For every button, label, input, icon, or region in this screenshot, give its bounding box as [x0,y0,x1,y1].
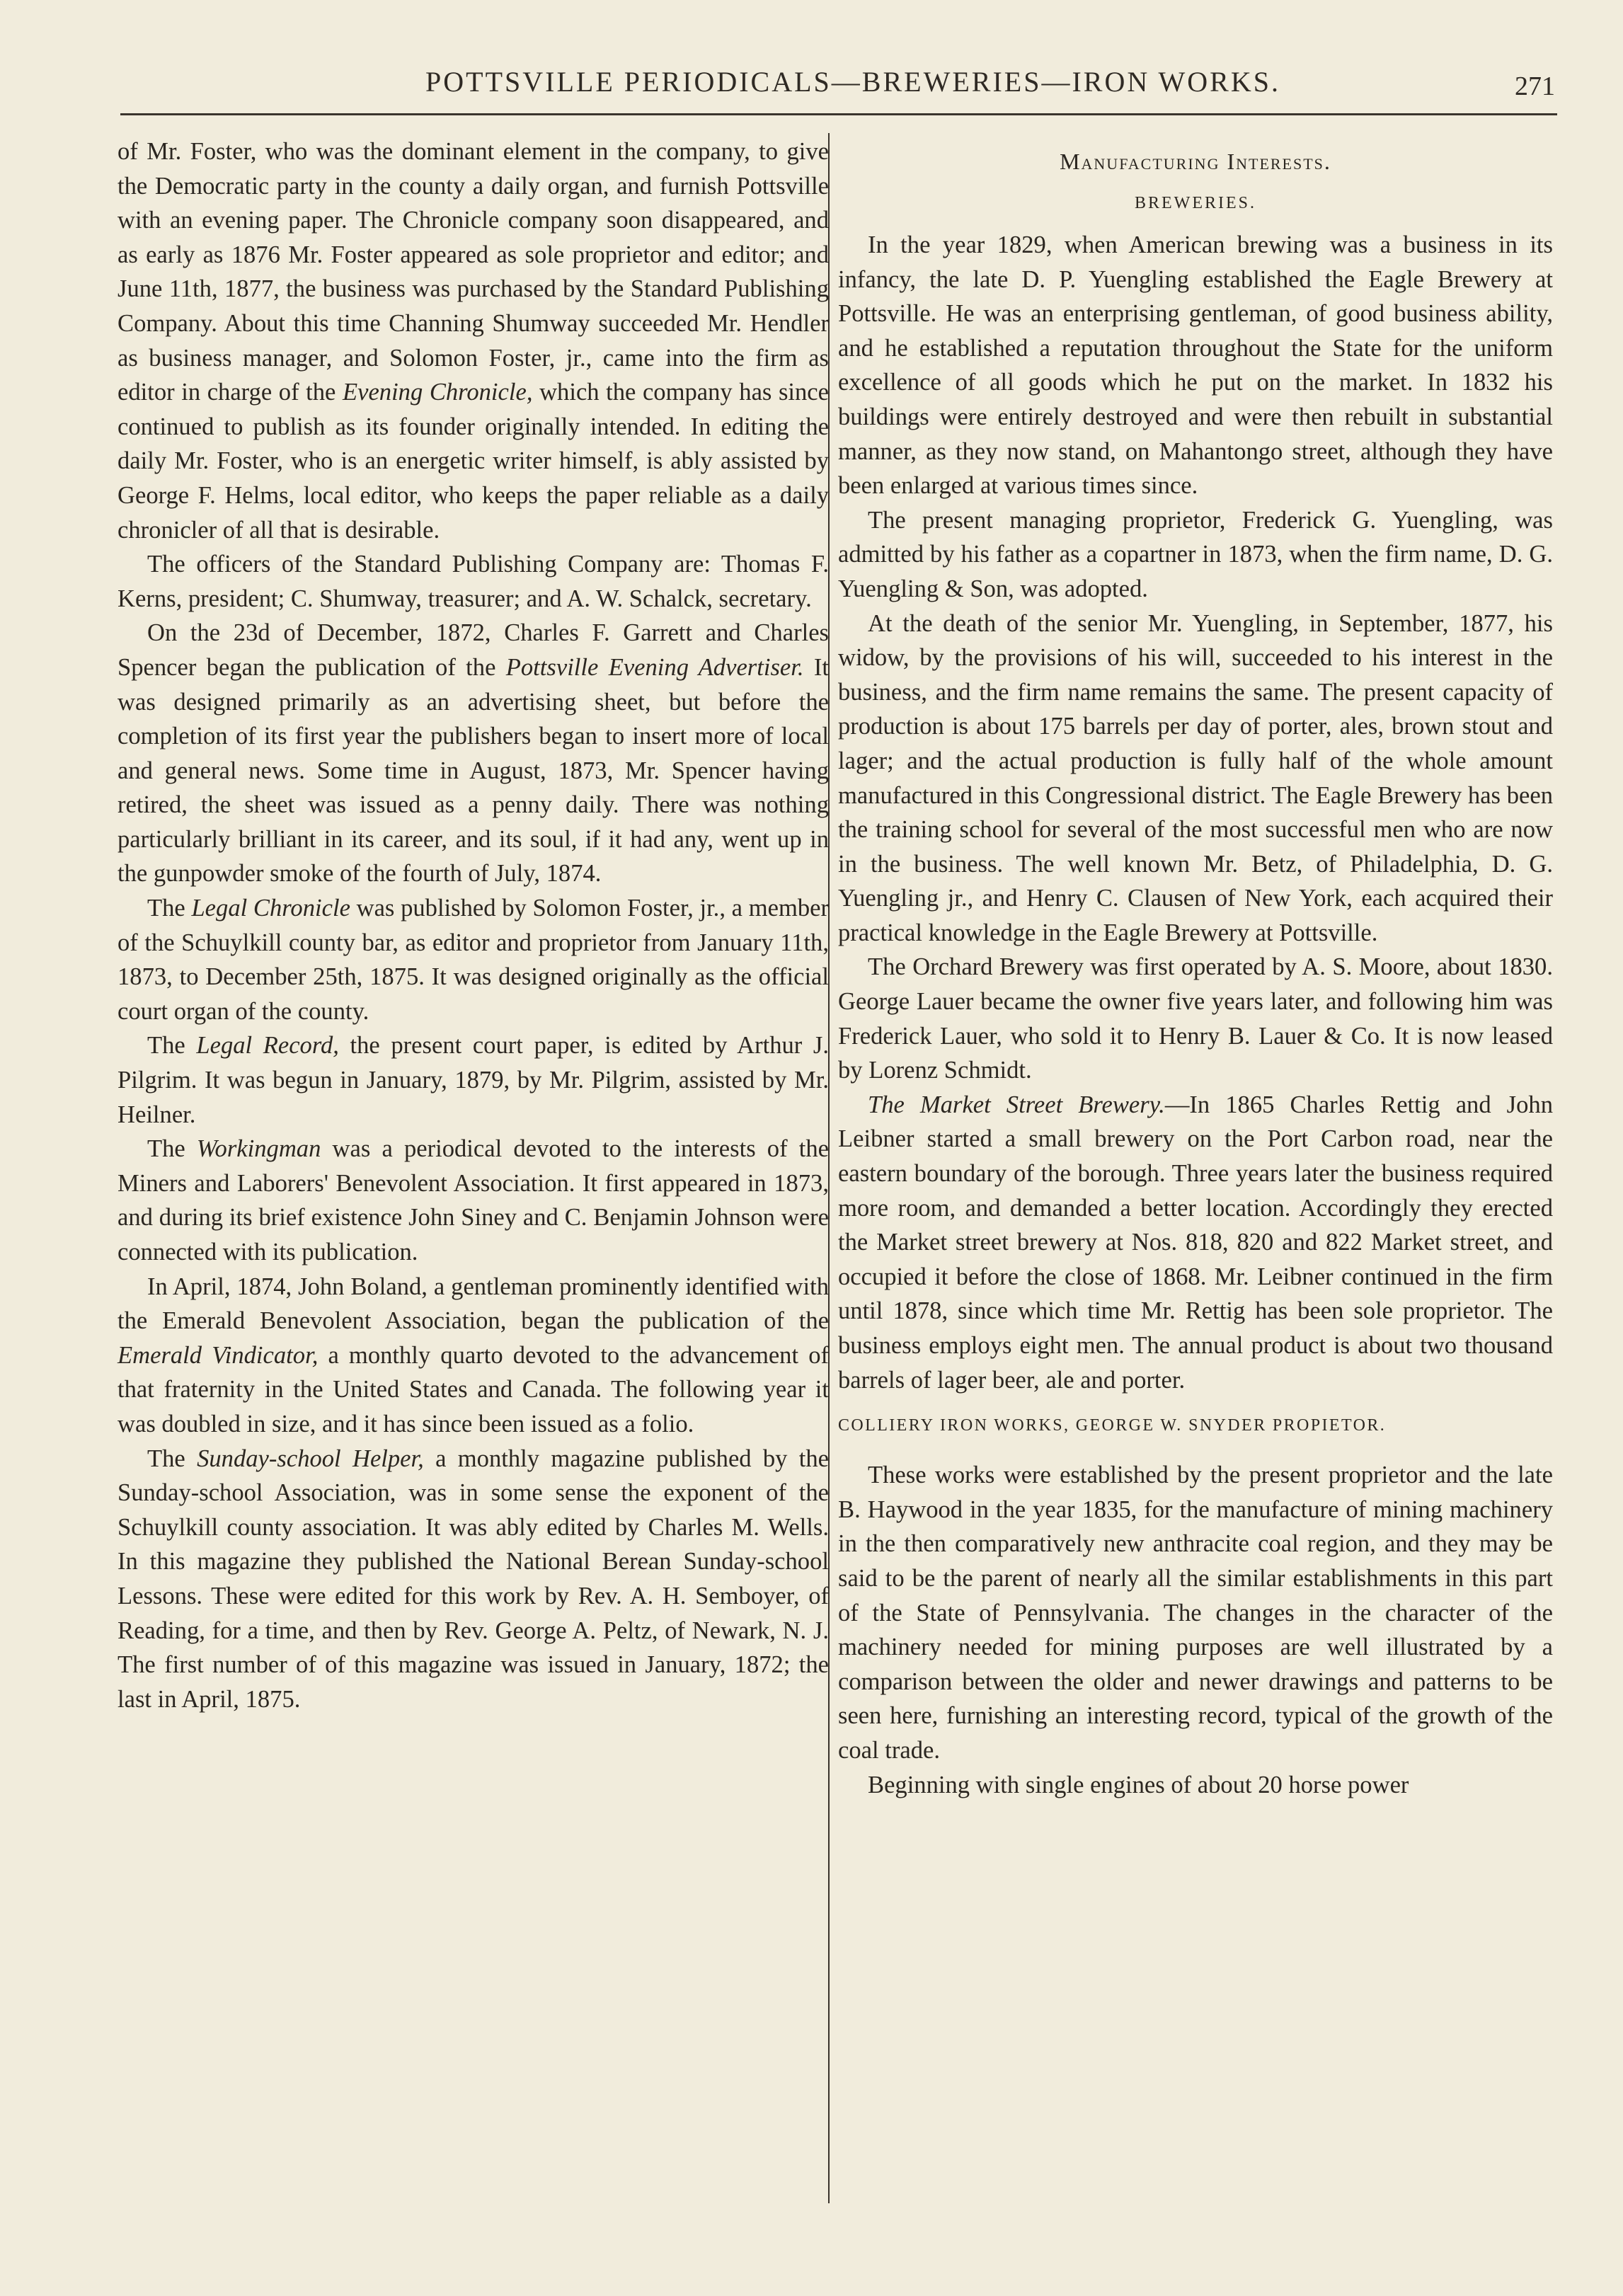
paragraph-text: was a periodical devoted to the interests of the Miners and Laborers' Benevolent Association. It first appeared in 1873, and during its brief existence John Siney and C. Benjamin Johnson were connected with its publication. [117,1135,830,1265]
page-number: 271 [1515,71,1555,101]
paragraph-legal-record [117,1028,829,1132]
right-column [838,134,1553,1802]
periodical-title: Evening Chronicle, [342,379,533,406]
paragraph-text: It was designed primarily as an advertising sheet, but before the completion of its first year the publishers began to insert more of local and general news. Some time in August, 1873, Mr. Spencer having retired, the sheet was issued as a penny daily. There was nothing particularly brilliant in its career, and its soul, if it had any, went up in the gunpowder smoke of the fourth of July, 1874. [117,653,829,888]
paragraph-capacity: At the death of the senior Mr. Yuengling, in September, 1877, his widow, by the provisions of his will, succeeded to his interest in the business, and the firm name remains the same. The present capacity of production is about 175 barrels per day of porter, ales, brown stout and lager; and the actual production is fully half of the whole amount manufactured in this Congressional district. The Eagle Brewery has been the training school for several of the most successful men who are now in the business. The well known Mr. Betz, of Philadelphia, D. G. Yuengling jr., and Henry C. Clausen of New York, each acquired their practical knowledge in the Eagle Brewery at Pottsville. [838,609,1553,946]
periodical-title: Emerald Vindicator, [117,1341,319,1369]
paragraph-workingman [117,1132,829,1269]
paragraph-iron-works: These works were established by the present proprietor and the late B. Haywood in the year 1835, for the manufacture of mining machinery in the then comparatively new anthracite coal region, and they may be said to be the parent of nearly all the similar establishments in this part of the State of Pennsylvania. The changes in the character of the machinery needed for mining purposes are well illustrated by a comparison between the older and newer drawings and patterns to be seen here, furnishing an interesting record, typical of the growth of the coal trade. [838,1462,1553,1764]
periodical-title: Sunday-school Helper, [197,1445,424,1472]
paragraph-vindicator [117,1270,829,1442]
paragraph-text: a monthly magazine published by the Sunday-school Association, was in some sense the exponent of the Schuylkill county association. It was ably edited by Charles M. Wells. In this magazine they published the National Berean Sunday-school Lessons. These were edited for this work by Rev. A. H. Semboyer, of Reading, for a time, and then by Rev. George A. Peltz, of Newark, N. J. The first number of of this magazine was issued in January, 1872; the last in April, 1875. [117,1445,830,1713]
paragraph-market-street-brewery [838,1088,1553,1397]
running-title: POTTSVILLE PERIODICALS—BREWERIES—IRON WORKS. [425,66,1280,98]
paragraph-eagle-brewery: In the year 1829, when American brewing was a business in its infancy, the late D. P. Yuengling established the Eagle Brewery at Pottsville. He was an enterprising gentleman, of good business ability, and he established a reputation throughout the State for the uniform excellence of all goods which he put on the market. In 1832 his buildings were entirely destroyed and were then rebuilt in substantial manner, as they now stand, on Mahantongo street, although they have been enlarged at various times since. [838,231,1553,500]
paragraph-proprietor: The present managing proprietor, Frederick G. Yuengling, was admitted by his father as a copartner in 1873, when the firm name, D. G. Yuengling & Son, was adopted. [838,506,1553,602]
paragraph-advertiser [117,616,829,891]
paragraph-text: The [147,895,192,922]
paragraph-sunday-school [117,1442,829,1717]
paragraph-officers: The officers of the Standard Publishing Company are: Thomas F. Kerns, president; C. Shumway, treasurer; and A. W. Schalck, secretary. [117,551,829,612]
brewery-title: The Market Street Brewery. [868,1091,1165,1118]
paragraph-text: —In 1865 Charles Rettig and John Leibner started a small brewery on the Port Carbon road, near the eastern boundary of the borough. Three years later the business required more room, and demanded a better location. Accordingly they erected the Market street brewery at Nos. 818, 820 and 822 Market street, and occupied it before the close of 1868. Mr. Leibner continued in the firm until 1878, since which time Mr. Rettig has been sole proprietor. The business employs eight men. The annual product is about two thousand barrels of lager beer, ale and porter. [838,1091,1553,1394]
paragraph-text: The [147,1135,197,1163]
periodical-title: Legal Chronicle [191,895,350,922]
paragraph-legal-chronicle [117,891,829,1028]
paragraph-text: was published by Solomon Foster, jr., a member of the Schuylkill county bar, as editor and proprietor from January 11th, 1873, to December 25th, 1875. It was designed originally as the official court organ of the county. [117,895,829,1025]
header-rule [120,113,1557,115]
paragraph-text: In April, 1874, John Boland, a gentleman prominently identified with the Emerald Benevolent Association, began the publication of the [117,1273,829,1335]
paragraph-engines: Beginning with single engines of about 20 horse power [868,1771,1409,1798]
section-title: Manufacturing Interests. [1060,149,1331,174]
subsection-colliery-iron-works: COLLIERY IRON WORKS, GEORGE W. SNYDER PROPIETOR. [838,1416,1387,1435]
paragraph-text: The [147,1032,197,1060]
periodical-title: Legal Record, [196,1032,339,1060]
paragraph-text: of Mr. Foster, who was the dominant element in the company, to give the Democratic party in the county a daily organ, and furnish Pottsville with an evening paper. The Chronicle company soon disappeared, and as early as 1876 Mr. Foster appeared as sole proprietor and editor; and June 11th, 1877, the business was purchased by the Standard Publishing Company. About this time Channing Shumway succeeded Mr. Hendler as business manager, and Solomon Foster, jr., came into the firm as editor in charge of the [117,138,829,406]
periodical-title: Pottsville Evening Advertiser. [505,653,804,681]
paragraph-text: the present court paper, is edited by Arthur J. Pilgrim. It was begun in January, 1879, by Mr. Pilgrim, assisted by Mr. Heilner. [117,1032,829,1128]
paragraph-orchard-brewery: The Orchard Brewery was first operated by A. S. Moore, about 1830. George Lauer became the owner five years later, and following him was Frederick Lauer, who sold it to Henry B. Lauer & Co. It is now leased by Lorenz Schmidt. [838,953,1553,1084]
paragraph-text: The [147,1445,197,1472]
subsection-breweries: BREWERIES. [1135,194,1256,212]
periodical-title: Workingman [196,1135,321,1163]
left-column [117,134,829,1716]
paragraph-text: which the company has since continued to publish as its founder originally intended. In editing the daily Mr. Foster, who is an energetic writer himself, is ably assisted by George F. Helms, local editor, who keeps the paper reliable as a daily chronicler of all that is desirable. [117,379,829,544]
paragraph-chronicle [117,134,829,547]
paragraph-text: a monthly quarto devoted to the advancement of that fraternity in the United States and Canada. The following year it was doubled in size, and it has since been issued as a folio. [117,1341,829,1437]
paragraph-text: On the 23d of December, 1872, Charles F. Garrett and Charles Spencer began the publication of the [117,619,829,681]
